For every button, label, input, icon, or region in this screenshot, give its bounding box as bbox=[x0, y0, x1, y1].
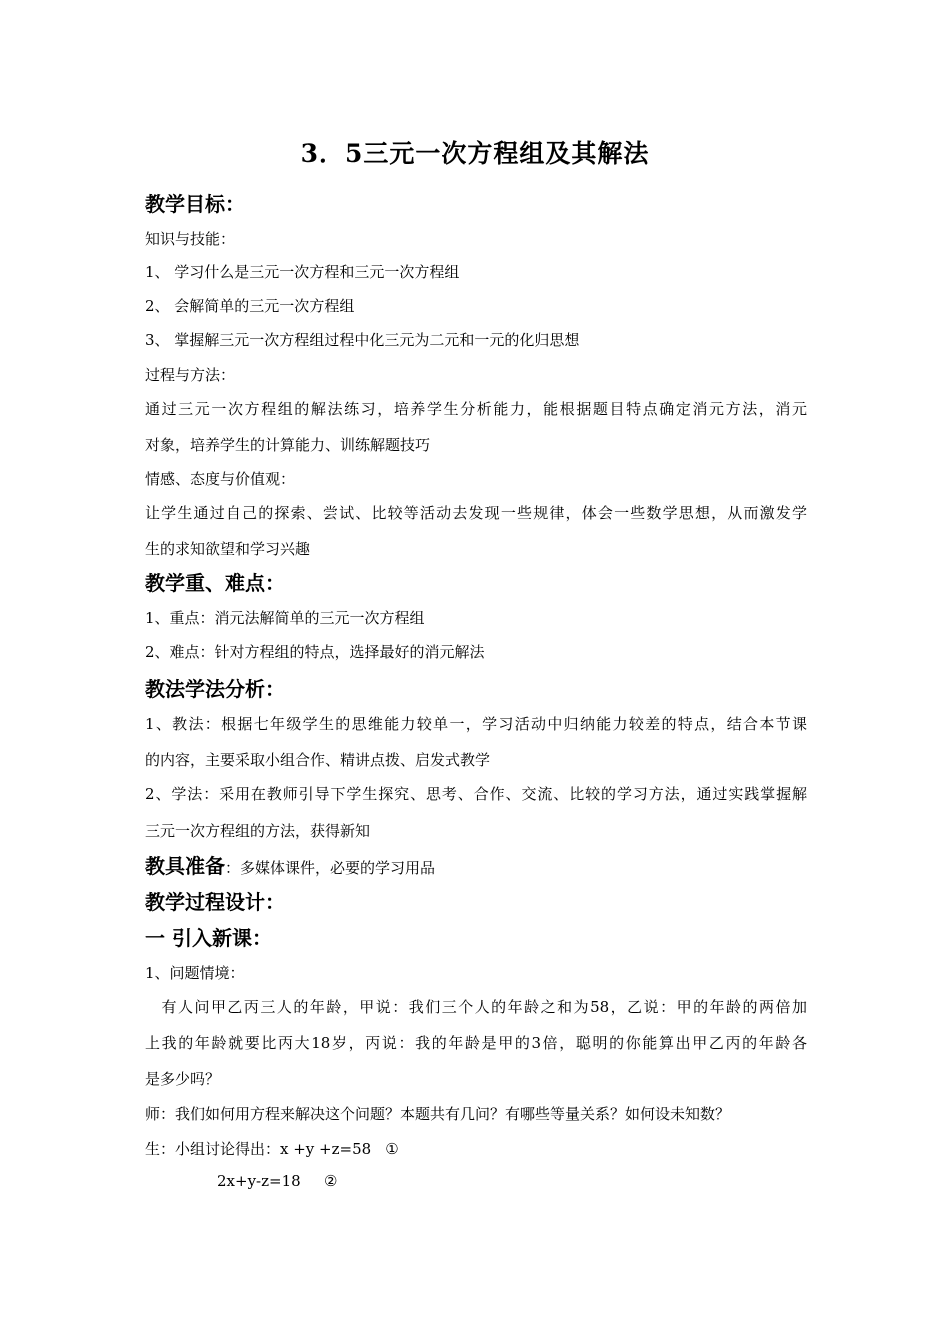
tools-heading: 教具准备 bbox=[145, 854, 225, 878]
emotion-text-line-2: 生的求知欲望和学习兴趣 bbox=[145, 540, 311, 558]
problem-text-line-1: 有人问甲乙丙三人的年龄，甲说：我们三个人的年龄之和为58，乙说：甲的年龄的两倍加 bbox=[145, 998, 807, 1016]
knowledge-item-3: 3、 掌握解三元一次方程组过程中化三元为二元和一元的化归思想 bbox=[145, 331, 580, 349]
methods-heading: 教法学法分析： bbox=[145, 677, 285, 701]
key-point-1: 1、重点：消元法解简单的三元一次方程组 bbox=[145, 609, 425, 627]
knowledge-item-2: 2、 会解简单的三元一次方程组 bbox=[145, 297, 355, 315]
section-heading-intro: 一 引入新课： bbox=[145, 926, 272, 950]
equation-1-marker: ① bbox=[385, 1140, 399, 1158]
page-title: 3．5三元一次方程组及其解法 bbox=[300, 139, 650, 168]
learning-method-line-2: 三元一次方程组的方法，获得新知 bbox=[145, 822, 371, 840]
student-prefix: 生：小组讨论得出： bbox=[145, 1140, 281, 1158]
student-answer-line bbox=[145, 1138, 399, 1159]
problem-text-line-2: 上我的年龄就要比丙大18岁，丙说：我的年龄是甲的3倍，聪明的你能算出甲乙丙的年龄各 bbox=[145, 1034, 807, 1052]
equation-2: 2x+y-z=18 bbox=[217, 1172, 301, 1190]
key-points-heading: 教学重、难点： bbox=[145, 571, 285, 595]
process-text-line-2: 对象，培养学生的计算能力、训练解题技巧 bbox=[145, 436, 431, 454]
process-label: 过程与方法： bbox=[145, 366, 236, 384]
teaching-method-line-1: 1、教法：根据七年级学生的思维能力较单一，学习活动中归纳能力较差的特点，结合本节课 bbox=[145, 715, 807, 733]
objectives-heading: 教学目标： bbox=[145, 192, 245, 216]
tools-line bbox=[145, 850, 435, 879]
emotion-text-line-1: 让学生通过自己的探索、尝试、比较等活动去发现一些规律，体会一些数学思想，从而激发学 bbox=[145, 504, 807, 522]
knowledge-item-1: 1、 学习什么是三元一次方程和三元一次方程组 bbox=[145, 263, 460, 281]
teacher-question: 师：我们如何用方程来解决这个问题？本题共有几问？有哪些等量关系？如何设未知数？ bbox=[145, 1105, 731, 1123]
teaching-method-line-2: 的内容，主要采取小组合作、精讲点拨、启发式教学 bbox=[145, 751, 491, 769]
learning-method-line-1: 2、学法：采用在教师引导下学生探究、思考、合作、交流、比较的学习方法，通过实践掌握解 bbox=[145, 785, 807, 803]
equation-1: x +y +z=58 bbox=[280, 1140, 372, 1158]
problem-text-line-3: 是多少吗？ bbox=[145, 1070, 221, 1088]
emotion-label: 情感、态度与价值观： bbox=[145, 470, 296, 488]
process-text-line-1: 通过三元一次方程组的解法练习，培养学生分析能力，能根据题目特点确定消元方法，消元 bbox=[145, 400, 807, 418]
equation-2-marker: ② bbox=[324, 1172, 338, 1190]
key-point-2: 2、难点：针对方程组的特点，选择最好的消元解法 bbox=[145, 643, 485, 661]
process-design-heading: 教学过程设计： bbox=[145, 890, 285, 914]
tools-text: ：多媒体课件，必要的学习用品 bbox=[225, 859, 436, 877]
knowledge-label: 知识与技能： bbox=[145, 230, 236, 248]
situation-label: 1、问题情境： bbox=[145, 964, 245, 982]
